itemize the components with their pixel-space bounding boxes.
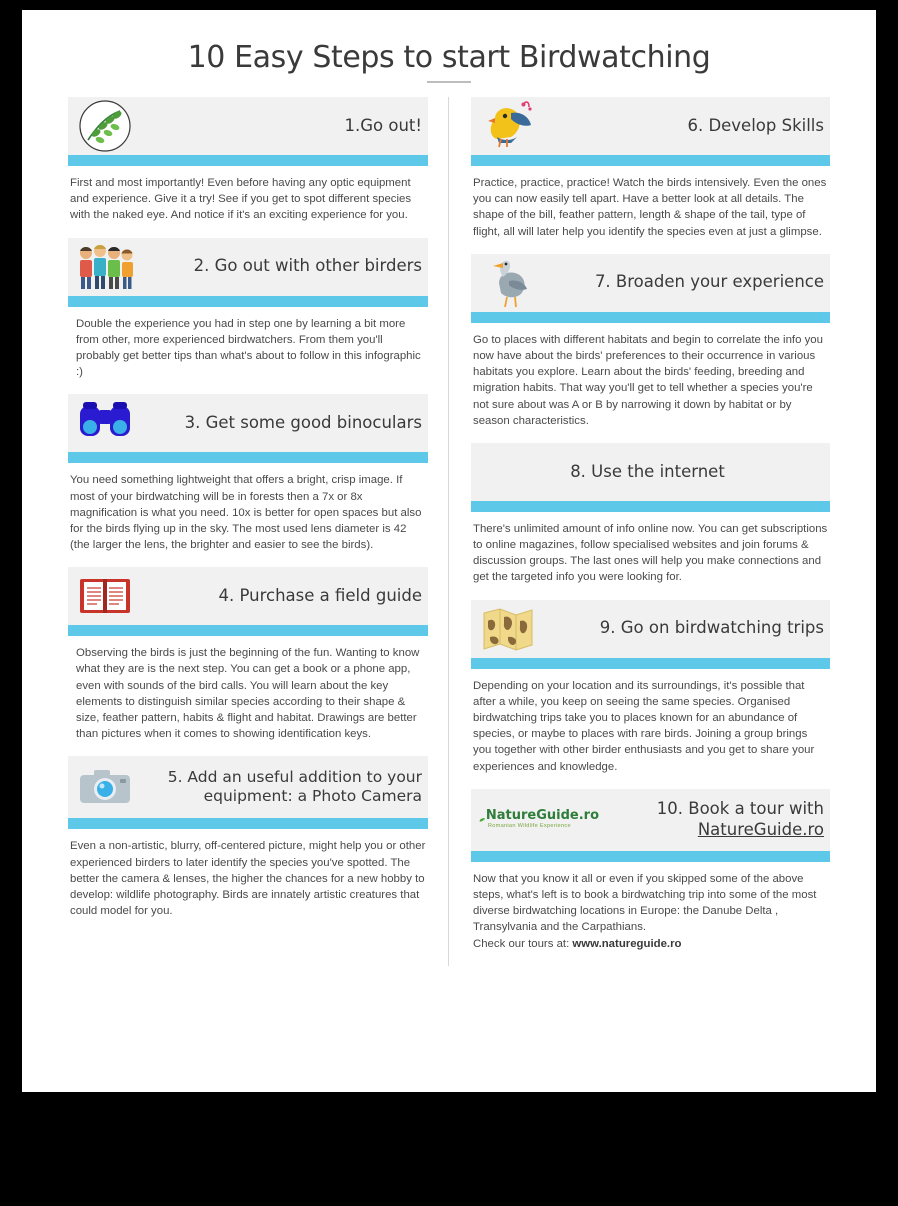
step-10	[471, 789, 830, 952]
step-7-body: Go to places with different habitats and begin to correlate the info you now have about the birds' preferences to their occurrence in various habitats you explore. Learn about the birds' feeding, breeding and migration habits. That way you'll get to tell whether a species you're not sure about was A or B by narrowing it down by habitat or by season characteristics.	[473, 333, 823, 427]
step-5-header	[68, 756, 428, 818]
step-6-title: 6. Develop Skills	[687, 115, 824, 135]
step-2-accent-bar	[68, 296, 428, 307]
step-2-title: 2. Go out with other birders	[193, 256, 422, 276]
step-9-title: 9. Go on birdwatching trips	[599, 618, 824, 638]
map-icon	[477, 602, 539, 656]
step-5	[68, 756, 428, 919]
step-6-accent-bar	[471, 155, 830, 166]
step-6-body: Practice, practice, practice! Watch the birds intensively. Even the ones you can now easily tell apart. Have a better look at all details. The shape of the bill, feather pattern, length & shape of the tail, type of flight, all will later help you identify the species even at just a glimpse.	[473, 177, 827, 238]
step-10-body	[471, 862, 830, 952]
heron-icon	[477, 256, 539, 310]
step-10-title-line2[interactable]: NatureGuide.ro	[697, 819, 824, 839]
step-1	[68, 97, 428, 224]
page-title: 10 Easy Steps to start Birdwatching	[187, 40, 711, 75]
cta-prefix: Check our tours at:	[473, 937, 573, 950]
step-5-body: Even a non-artistic, blurry, off-centered picture, might help you or other experienced birders to later identify the species you've spotted. The better the camera & lenses, the higher the chances for a new hobby to develop: wildlife photography. Birds are innately artistic creatures that could model for you.	[70, 840, 426, 918]
natureguide-logo[interactable]	[479, 803, 599, 837]
step-9	[471, 600, 830, 775]
step-1-header	[68, 97, 428, 155]
left-column	[68, 97, 449, 966]
step-8	[471, 443, 830, 586]
logo-tagline: Romanian Wildlife Experience	[487, 823, 571, 830]
step-2	[68, 238, 428, 381]
singing-yellow-bird-icon	[477, 99, 539, 153]
poster-page	[22, 10, 876, 1092]
step-10-title-line1: 10. Book a tour with	[656, 799, 824, 819]
step-1-accent-bar	[68, 155, 428, 166]
step-10-header	[471, 789, 830, 851]
step-8-body: There's unlimited amount of info online now. You can get subscriptions to online magazines, follow specialised websites and join forums & discussion groups. The last ones will help you make connections and get the targeted info you were looking for.	[473, 522, 828, 584]
binoculars-icon	[74, 396, 136, 450]
cta-url[interactable]: www.natureguide.ro	[572, 937, 682, 950]
leaf-branch-icon	[74, 99, 136, 153]
step-9-accent-bar	[471, 658, 830, 669]
step-4-body: Observing the birds is just the beginning of the fun. Wanting to know what they are is the next step. You can get a book or a phone app, even with sounds of the bird calls. You will learn about the key elements to distinguish similar species according to their shape & size, feather pattern, habits & flight and habitat. Drawings are better than pictures when it comes to showing identification keys.	[76, 647, 420, 741]
natureguide-wordmark	[486, 809, 599, 830]
title-divider	[427, 81, 471, 83]
step-5-title: 5. Add an useful addition to your equipment: a Photo Camera	[167, 768, 422, 806]
leaf-bird-logo-icon	[479, 803, 486, 837]
step-3-accent-bar	[68, 452, 428, 463]
step-1-title: 1.Go out!	[344, 115, 422, 135]
camera-icon	[74, 760, 136, 814]
step-6	[471, 97, 830, 240]
right-column	[449, 97, 830, 966]
step-1-body: First and most importantly! Even before having any optic equipment and experience. Give it a try! See if you get to spot different species with the naked eye. And notice if it's an exciting experience for you.	[70, 177, 412, 222]
logo-name: NatureGuide.ro	[485, 808, 599, 824]
columns-container	[22, 97, 876, 966]
step-8-title: 8. Use the internet	[570, 461, 725, 481]
step-4	[68, 567, 428, 742]
step-4-accent-bar	[68, 625, 428, 636]
group-of-people-icon	[74, 240, 136, 294]
step-8-accent-bar	[471, 501, 830, 512]
step-7-header	[471, 254, 830, 312]
step-7-title: 7. Broaden your experience	[594, 272, 824, 292]
step-3	[68, 394, 428, 553]
step-5-accent-bar	[68, 818, 428, 829]
step-6-header	[471, 97, 830, 155]
step-2-body: Double the experience you had in step one by learning a bit more from other, more experienced birdwatchers. From them you'll probably get better tips than what's about to follow in this infographic :)	[76, 317, 421, 379]
step-3-header	[68, 394, 428, 452]
step-2-header	[68, 238, 428, 296]
step-4-header	[68, 567, 428, 625]
step-10-body-text: Now that you know it all or even if you skipped some of the above steps, what's left is to book a birdwatching trip into some of the most diverse birdwatching locations in Europe: the Danube Delta , Transylvania and the Carpathians.	[473, 872, 817, 934]
open-book-icon	[74, 569, 136, 623]
step-4-title: 4. Purchase a field guide	[218, 585, 422, 605]
step-7-accent-bar	[471, 312, 830, 323]
step-8-header	[471, 443, 830, 501]
step-10-accent-bar	[471, 851, 830, 862]
step-3-body: You need something lightweight that offers a bright, crisp image. If most of your birdwatching will be in forests then a 7x or 8x magnification is what you need. 10x is better for open spaces but also for the birds flying up in the sky. The most used lens diameter is 42 (the larger the lens, the brighter and easier to see the birds).	[70, 474, 422, 552]
step-9-header	[471, 600, 830, 658]
step-9-body: Depending on your location and its surroundings, it's possible that after a while, you keep on seeing the same species. Organised birdwatching trips take you to places known for an abundance of species, or maybe to places with rare birds. Joining a group brings you together with other birder enthusiasts and you get to share your experiences and knowledge.	[473, 679, 815, 773]
step-3-title: 3. Get some good binoculars	[184, 413, 422, 432]
step-7	[471, 254, 830, 429]
